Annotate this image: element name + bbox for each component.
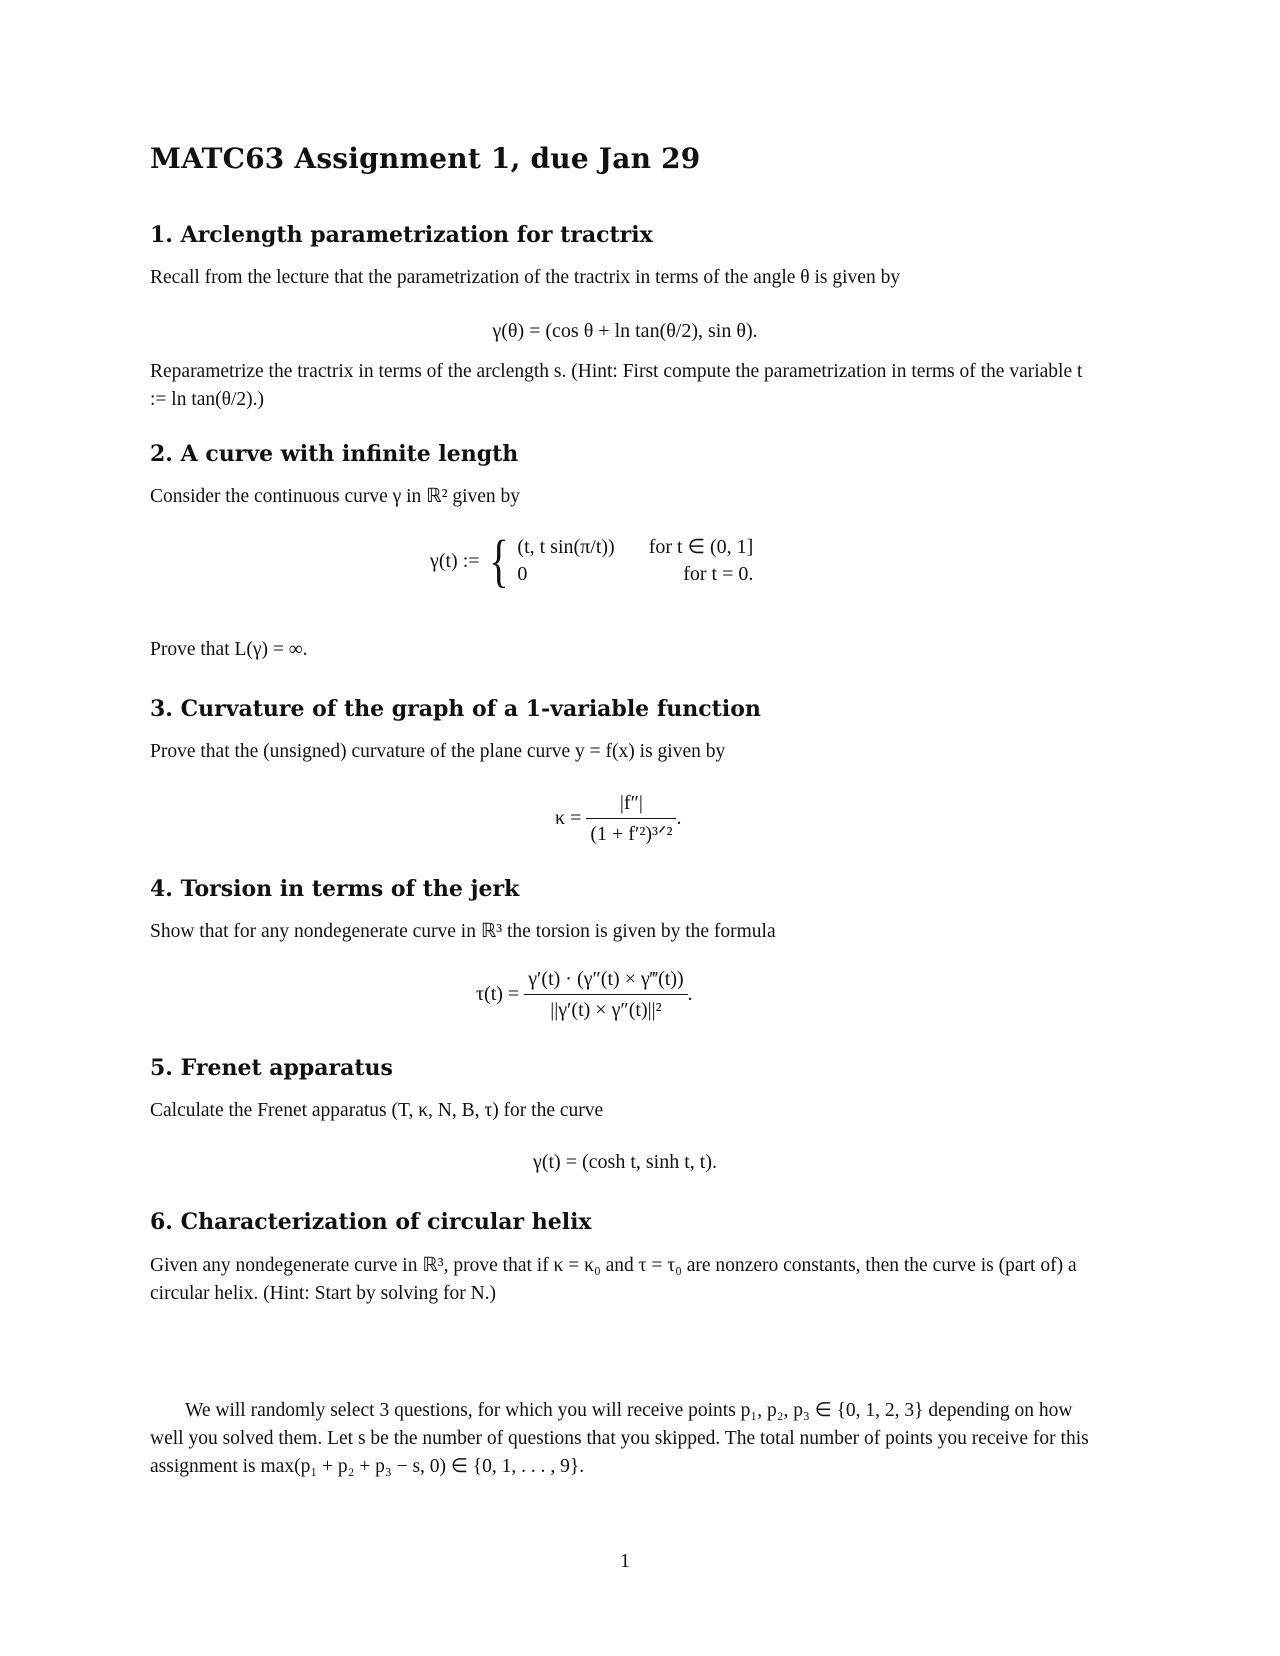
problem-3-intro: Prove that the (unsigned) curvature of the plane curve y = f(x) is given by bbox=[150, 741, 726, 762]
case-2-condition: for t = 0. bbox=[683, 563, 754, 585]
equation-period: . bbox=[676, 807, 682, 829]
equation-period: . bbox=[687, 983, 693, 1005]
problem-5-equation: γ(t) = (cosh t, sinh t, t). bbox=[533, 1151, 717, 1173]
fraction-denominator: ||γ′(t) × γ″(t)||² bbox=[550, 999, 662, 1021]
fraction-numerator: γ′(t) · (γ″(t) × γ‴(t)) bbox=[524, 964, 687, 995]
problem-4-torsion-equation bbox=[476, 964, 693, 1025]
left-brace: { bbox=[488, 528, 509, 593]
problem-5-intro: Calculate the Frenet apparatus (T, κ, N, B, τ) for the curve bbox=[150, 1100, 604, 1121]
problem-6-heading: 6. Characterization of circular helix bbox=[150, 1209, 592, 1235]
torsion-fraction bbox=[524, 964, 687, 1025]
problem-4-intro: Show that for any nondegenerate curve in ℝ³ the torsion is given by the formula bbox=[150, 921, 776, 942]
problem-2-heading: 2. A curve with infinite length bbox=[150, 441, 519, 467]
problem-1-body: Reparametrize the tractrix in terms of the arclength s. (Hint: First compute the parametrization in terms of the variable t := ln tan(θ/2).) bbox=[150, 361, 1083, 410]
problem-2-eq-lhs: γ(t) := bbox=[430, 549, 480, 572]
grading-note: We will randomly select 3 questions, for which you will receive points p₁, p₂, p₃ ∈ {0, 1, 2, 3} depending on how well you solved them. Let s be the number of questions that you skipped. The total number of points you receive for this assignment is max(p₁ + p₂ + p₃ − s, 0) ∈ {0, 1, . . . , 9}. bbox=[150, 1400, 1089, 1477]
page-number: 1 bbox=[620, 1550, 630, 1572]
problem-3-curvature-equation bbox=[555, 788, 681, 849]
problem-3-heading: 3. Curvature of the graph of a 1-variable function bbox=[150, 696, 761, 722]
case-1-condition: for t ∈ (0, 1] bbox=[648, 536, 754, 558]
fraction-denominator: (1 + f′²)³ᐟ² bbox=[590, 823, 673, 845]
case-1-expression: (t, t sin(π/t)) bbox=[517, 536, 615, 558]
problem-5-heading: 5. Frenet apparatus bbox=[150, 1055, 393, 1081]
problem-4-heading: 4. Torsion in terms of the jerk bbox=[150, 876, 520, 902]
problem-1-equation: γ(θ) = (cos θ + ln tan(θ/2), sin θ). bbox=[492, 320, 758, 342]
problem-1-heading: 1. Arclength parametrization for tractrix bbox=[150, 222, 653, 248]
fraction-numerator: |f″| bbox=[586, 788, 676, 819]
problem-2-piecewise-equation bbox=[430, 528, 759, 593]
problem-3-eq-lhs: κ = bbox=[555, 807, 582, 829]
problem-6-intro: Given any nondegenerate curve in ℝ³, prove that if κ = κ₀ and τ = τ₀ are nonzero constants, then the curve is (part of) a circular helix. (Hint: Start by solving for N.) bbox=[150, 1255, 1077, 1304]
problem-2-intro: Consider the continuous curve γ in ℝ² given by bbox=[150, 486, 521, 507]
problem-1-intro: Recall from the lecture that the parametrization of the tractrix in terms of the angle θ is given by bbox=[150, 267, 901, 288]
problem-2-body: Prove that L(γ) = ∞. bbox=[150, 639, 308, 660]
problem-4-eq-lhs: τ(t) = bbox=[476, 983, 520, 1005]
case-2-expression: 0 bbox=[517, 563, 528, 585]
page-title: MATC63 Assignment 1, due Jan 29 bbox=[150, 142, 701, 175]
piecewise-cases bbox=[517, 534, 759, 588]
curvature-fraction bbox=[586, 788, 676, 849]
